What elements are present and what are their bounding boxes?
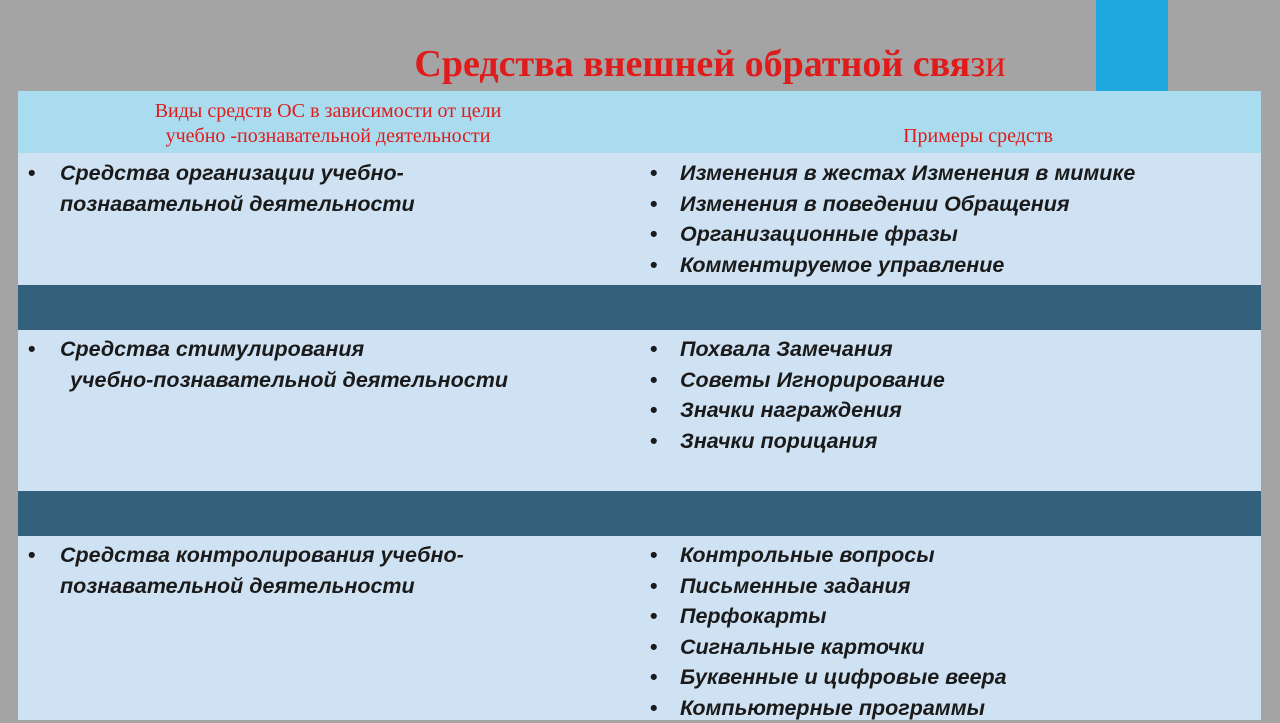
- row-separator-band: [18, 285, 1261, 330]
- header-column-types-line2: учебно -познавательной деятельности: [58, 124, 598, 149]
- list-item: • Комментируемое управление: [636, 250, 1135, 281]
- row-3-category-line2: познавательной деятельности: [60, 571, 464, 602]
- list-item: • Изменения в поведении Обращения: [636, 189, 1135, 220]
- feedback-table: [18, 91, 1261, 720]
- list-item: [18, 334, 508, 395]
- row-2-examples: [636, 334, 945, 456]
- list-item: [18, 158, 415, 219]
- list-item: • Письменные задания: [636, 571, 1007, 602]
- list-item: • Организационные фразы: [636, 219, 1135, 250]
- row-1-category: [18, 158, 415, 219]
- list-item: [18, 540, 464, 601]
- row-3-category-line1: Средства контролирования учебно-: [60, 543, 464, 567]
- row-3-examples: [636, 540, 1007, 723]
- row-separator-band: [18, 491, 1261, 536]
- slide-title: [0, 38, 1280, 90]
- row-2-category-line2: учебно-познавательной деятельности: [60, 365, 508, 396]
- list-item: • Компьютерные программы: [636, 693, 1007, 723]
- list-item: • Изменения в жестах Изменения в мимике: [636, 158, 1135, 189]
- row-3-category: [18, 540, 464, 601]
- list-item: • Похвала Замечания: [636, 334, 945, 365]
- list-item: • Советы Игнорирование: [636, 365, 945, 396]
- header-column-examples: Примеры средств: [788, 124, 1168, 149]
- table-header: [18, 91, 1261, 153]
- slide-title-tail: зи: [970, 43, 1005, 85]
- row-2-category: [18, 334, 508, 395]
- list-item: • Перфокарты: [636, 601, 1007, 632]
- row-1-category-line1: Средства организации учебно-: [60, 161, 404, 185]
- list-item: • Буквенные и цифровые веера: [636, 662, 1007, 693]
- slide-title-main: Средства внешней обратной свя: [414, 43, 970, 85]
- row-1-category-line2: познавательной деятельности: [60, 189, 415, 220]
- list-item: • Сигнальные карточки: [636, 632, 1007, 663]
- list-item: • Контрольные вопросы: [636, 540, 1007, 571]
- header-column-types: [58, 99, 598, 149]
- header-column-types-line1: Виды средств ОС в зависимости от цели: [58, 99, 598, 124]
- row-1-examples: [636, 158, 1135, 280]
- list-item: • Значки порицания: [636, 426, 945, 457]
- list-item: • Значки награждения: [636, 395, 945, 426]
- row-2-category-line1: Средства стимулирования: [60, 337, 364, 361]
